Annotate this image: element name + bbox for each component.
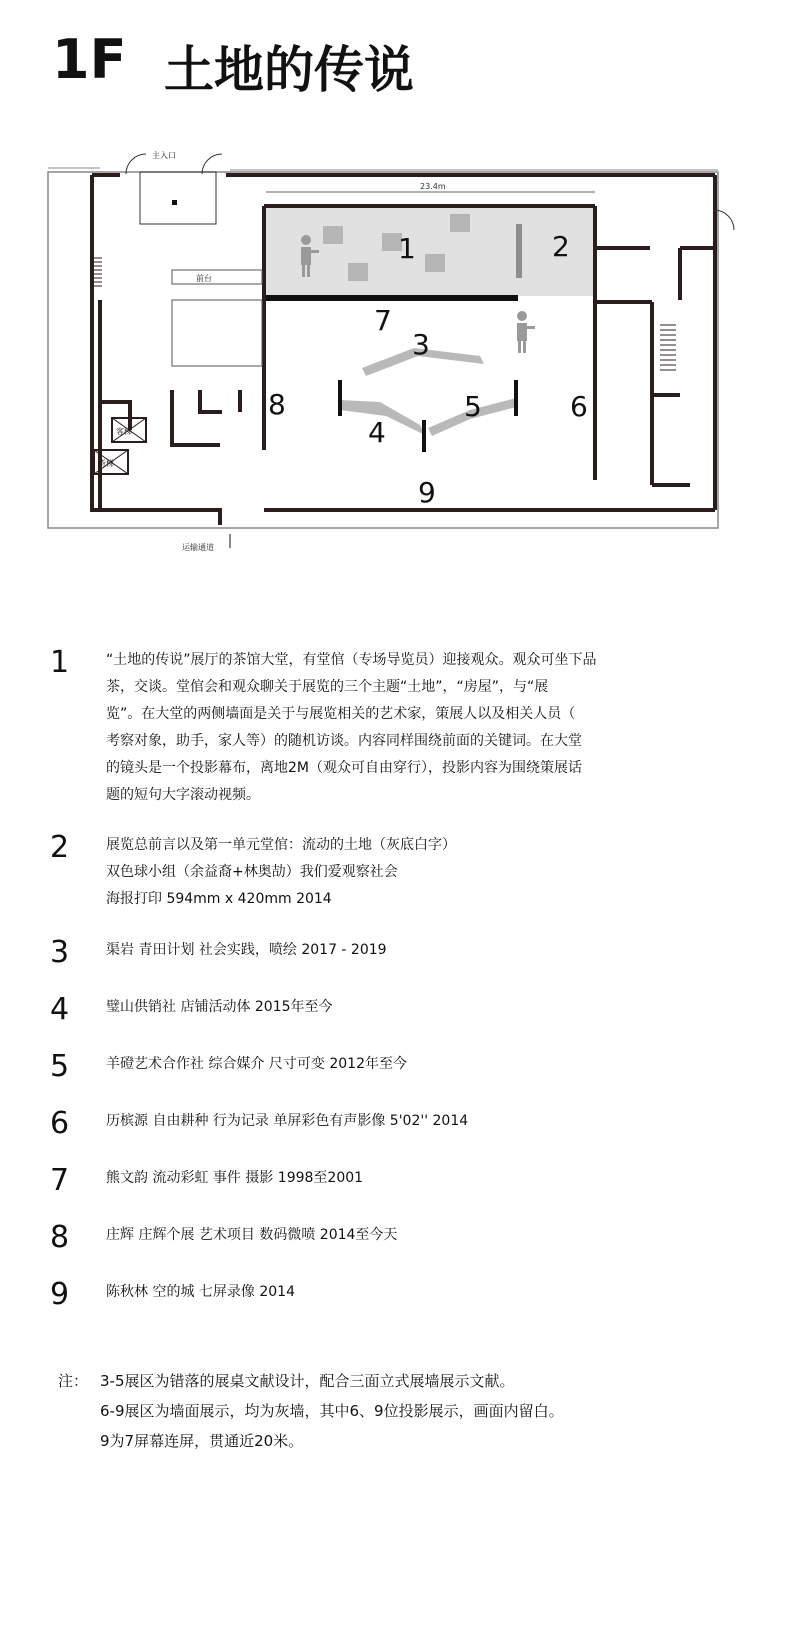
item-number: 2 <box>50 830 70 865</box>
zone-3-5-tables <box>340 348 516 436</box>
item-description: 陈秋林 空的城 七屏录像 2014 <box>106 1284 295 1300</box>
zone-label-4: 4 <box>368 416 386 449</box>
entrance-vestibule <box>140 172 216 224</box>
zone-3-5-stands <box>338 380 518 452</box>
item-description: 渠岩 青田计划 社会实践，喷绘 2017 - 2019 <box>106 942 387 958</box>
entrance-post <box>172 200 177 205</box>
item-number: 5 <box>50 1049 70 1084</box>
item-description: 历槟源 自由耕种 行为记录 单屏彩色有声影像 5'02'' 2014 <box>106 1113 469 1129</box>
item-number: 3 <box>50 935 70 970</box>
footnote-line-2: 6-9展区为墙面展示，均为灰墙，其中6、9位投影展示，画面内留白。 <box>100 1402 564 1420</box>
item-description: 璧山供销社 店铺活动体 2015年至今 <box>106 999 333 1015</box>
item-number: 7 <box>50 1163 70 1198</box>
zone-label-8: 8 <box>268 388 286 421</box>
floor-plan <box>40 140 760 560</box>
item-number: 1 <box>50 645 70 680</box>
zone-label-1: 1 <box>398 232 416 265</box>
item-number: 9 <box>50 1277 70 1312</box>
zone-label-7: 7 <box>374 304 392 337</box>
dimension-label: 23.4m <box>420 182 446 191</box>
item-description: 熊文韵 流动彩虹 事件 摄影 1998至2001 <box>106 1170 364 1186</box>
item-number: 6 <box>50 1106 70 1141</box>
floor-label: 1F <box>52 28 127 91</box>
reception-label: 前台 <box>196 274 212 283</box>
item-description: 羊磴艺术合作社 综合媒介 尺寸可变 2012年至今 <box>106 1056 407 1072</box>
zone-label-5: 5 <box>464 390 482 423</box>
item-description: 展览总前言以及第一单元堂倌：流动的土地（灰底白字） 双色球小组（余益裔+林奥劼）我们爱观察社会 海报打印 594mm x 420mm 2014 <box>106 837 456 907</box>
zone-label-3: 3 <box>412 328 430 361</box>
zone-label-9: 9 <box>418 476 436 509</box>
exhibition-title: 土地的传说 <box>164 41 414 99</box>
item-number: 4 <box>50 992 70 1027</box>
entrance-door-right <box>202 154 222 174</box>
item-description: 庄辉 庄辉个展 艺术项目 数码微喷 2014至今天 <box>106 1227 398 1243</box>
floor-plan-drawing <box>40 140 760 560</box>
zone-label-2: 2 <box>552 230 570 263</box>
footnote-line-3: 9为7屏幕连屏，贯通近20米。 <box>100 1432 304 1450</box>
service-passage-label: 运输通道 <box>182 543 214 552</box>
stairs-right <box>660 325 676 370</box>
entrance-door-left <box>126 154 146 174</box>
zone-label-6: 6 <box>570 390 588 423</box>
footnote-prefix: 注： <box>58 1372 89 1390</box>
main-entrance-label: 主入口 <box>152 151 176 160</box>
reception-room <box>172 300 262 366</box>
zone-2-partition <box>516 224 522 278</box>
freight-elevator-label: 货梯 <box>98 459 114 468</box>
footnote-line-1: 3-5展区为错落的展桌文献设计，配合三面立式展墙展示文献。 <box>100 1372 515 1390</box>
reception-desk <box>172 270 262 284</box>
item-description: “土地的传说”展厅的茶馆大堂，有堂倌（专场导览员）迎接观众。观众可坐下品 茶，交谈。堂倌会和观众聊关于展览的三个主题“土地”，“房屋”，与“展 览”。在大堂的两侧墙面是关于与展览相关的艺术家，策展人以及相关人员（ 考察对象，助手，家人等）的随机访谈。内容同样围绕前面的关键词。在大堂 的镜头是一个投影幕布，离地2M（观众可自由穿行），投影内容为围绕策展话 题的短句大字滚动视频。 <box>106 652 597 803</box>
item-number: 8 <box>50 1220 70 1255</box>
passenger-elevator-label: 客梯 <box>116 427 132 436</box>
